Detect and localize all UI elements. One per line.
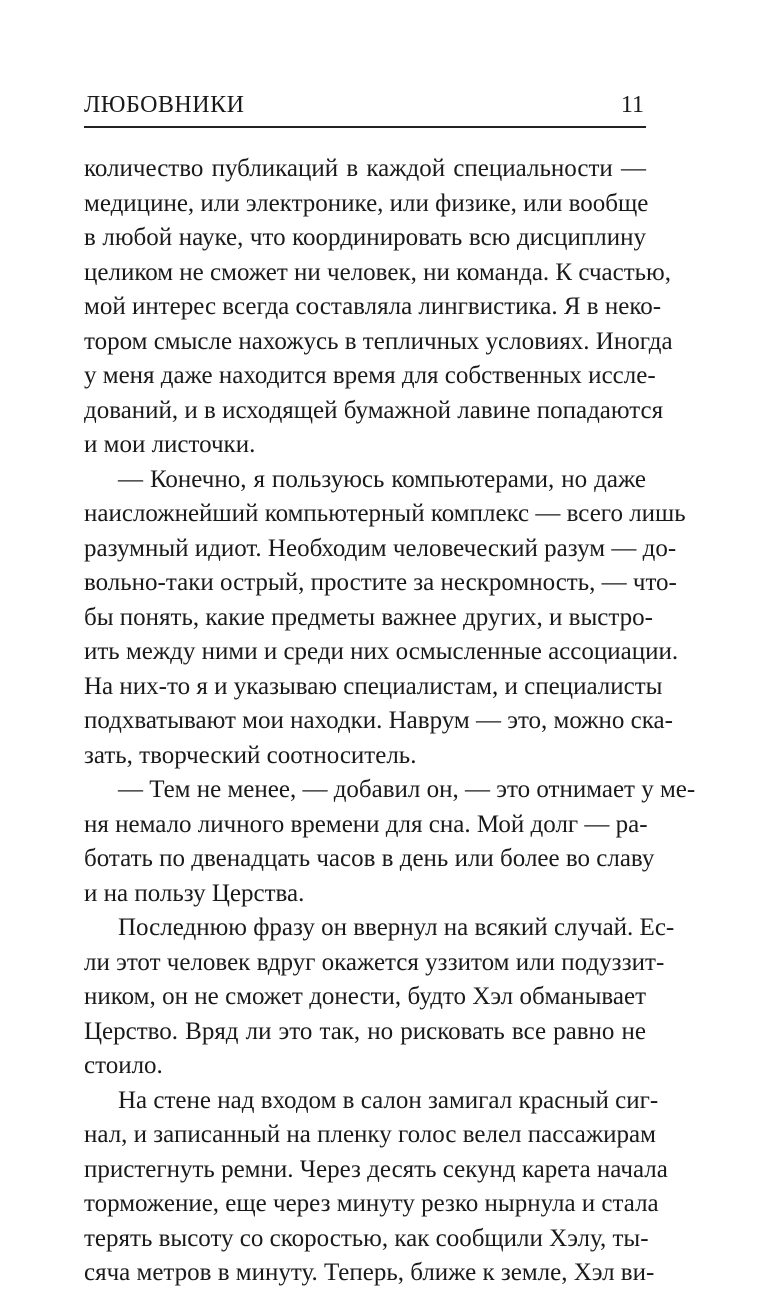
text-line: терять высоту со скоростью, как сообщили Хэлу, ты- (84, 1224, 649, 1252)
text-line: бы понять, какие предметы важнее других, и выстро- (84, 603, 653, 631)
text-line: нал, и записанный на пленку голос велел пассажирам (84, 1121, 656, 1148)
text-line: наисложнейший компьютерный комплекс — всего лишь (84, 500, 686, 527)
running-title: ЛЮБОВНИКИ (84, 92, 245, 118)
text-line: На них-то я и указываю специалистам, и специалисты (84, 672, 663, 700)
text-line: целиком не сможет ни человек, ни команда. К счастью, (84, 258, 671, 286)
text-line: медицине, или электронике, или физике, или вообще (84, 189, 649, 217)
text-line: разумный идиот. Необходим человеческий разум — до- (84, 534, 677, 562)
text-line: и мои листочки. (84, 431, 256, 458)
text-line: стоило. (84, 1052, 163, 1079)
text-line: сяча метров в минуту. Теперь, ближе к земле, Хэл ви- (84, 1259, 655, 1286)
text-line: ником, он не сможет донести, будто Хэл обманывает (84, 983, 646, 1010)
text-line: у меня даже находится время для собственных иссле- (84, 362, 656, 389)
text-line: количество публикаций в каждой специальности — (84, 155, 646, 182)
text-line: ли этот человек вдруг окажется уззитом или подуззит- (84, 948, 665, 976)
body-text (84, 152, 696, 1291)
text-line: ня немало личного времени для сна. Мой долг — ра- (84, 810, 648, 838)
text-line: тором смысле нахожусь в тепличных условиях. Иногда (84, 327, 673, 355)
text-line: зать, творческий соотноситель. (84, 741, 417, 769)
text-line: торможение, еще через минуту резко нырнула и стала (84, 1190, 659, 1217)
text-line: вольно-таки острый, простите за нескромность, — что- (84, 569, 677, 596)
text-line: и на пользу Церства. (84, 879, 305, 907)
text-line: дований, и в исходящей бумажной лавине попадаются (84, 396, 664, 424)
text-line: пристегнуть ремни. Через десять секунд карета начала (84, 1155, 668, 1183)
page-number: 11 (620, 92, 644, 118)
text-line: На стене над входом в салон замигал красный сиг- (118, 1086, 659, 1114)
text-line: ить между ними и среди них осмысленные ассоциации. (84, 638, 679, 665)
text-line: ботать по двенадцать часов в день или более во славу (84, 845, 655, 872)
text-line: — Тем не менее, — добавил он, — это отнимает у ме- (118, 776, 696, 803)
text-line: — Конечно, я пользуюсь компьютерами, но даже (118, 465, 646, 493)
text-line: мой интерес всегда составляла лингвистика. Я в неко- (84, 293, 662, 320)
running-header (84, 90, 646, 128)
text-line: подхватывают мои находки. Наврум — это, можно ска- (84, 707, 673, 734)
text-line: Церство. Вряд ли это так, но рисковать все равно не (84, 1017, 646, 1045)
text-line: Последнюю фразу он ввернул на всякий случай. Ес- (118, 914, 675, 941)
text-line: в любой науке, что координировать всю дисциплину (84, 224, 646, 251)
